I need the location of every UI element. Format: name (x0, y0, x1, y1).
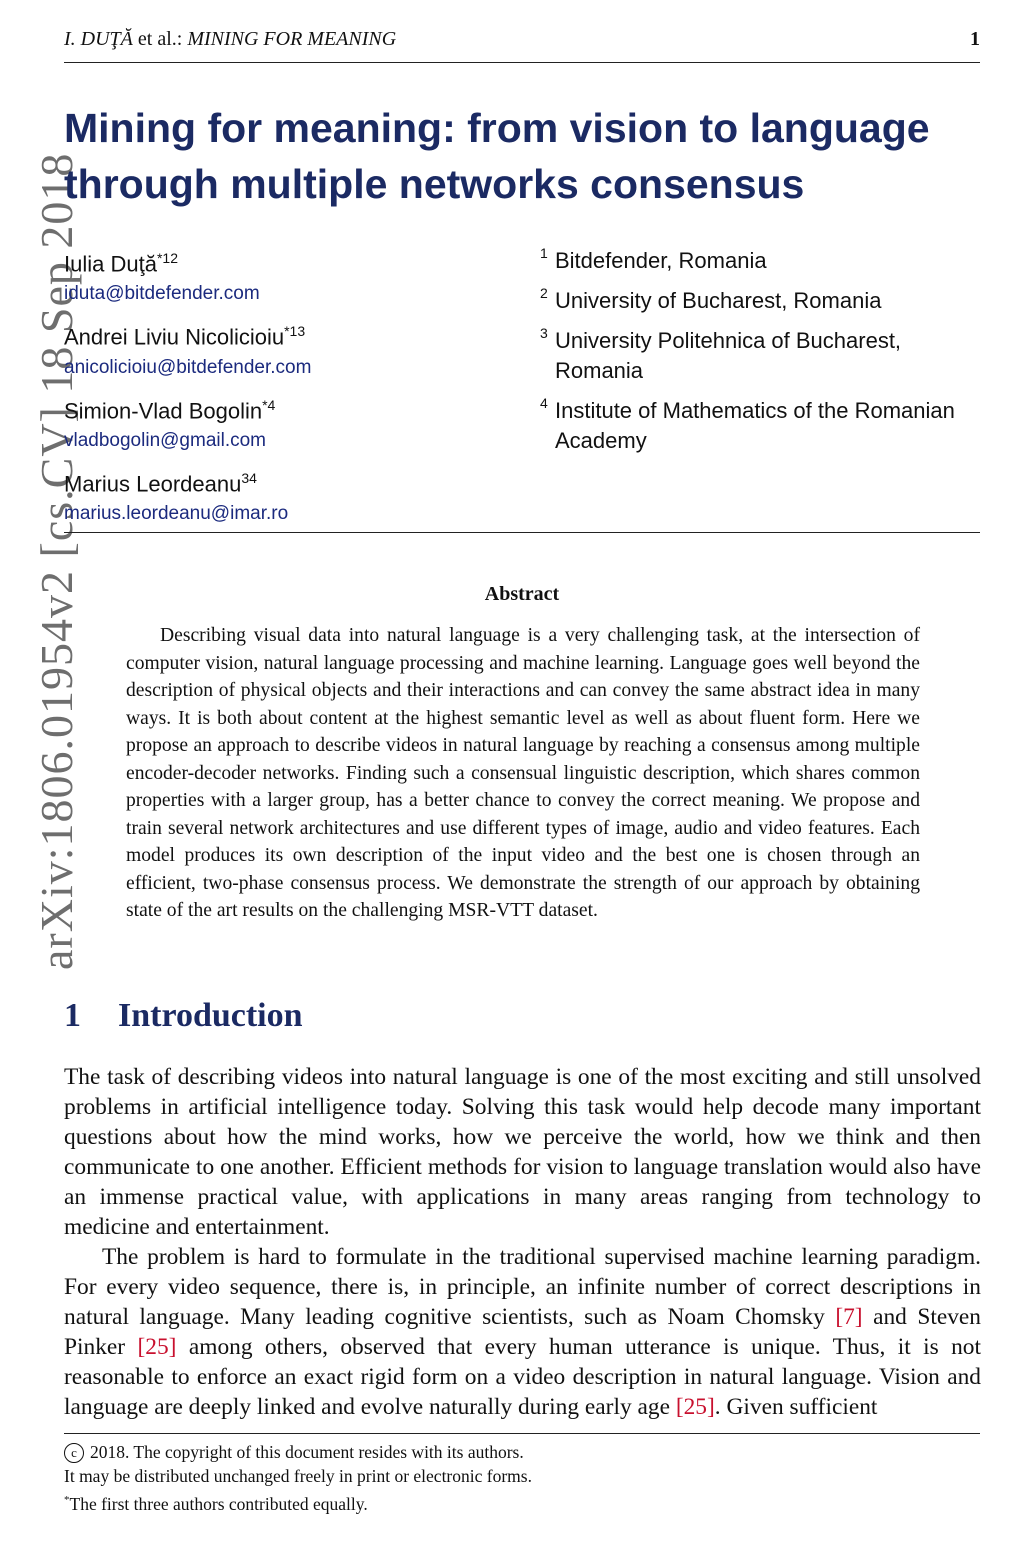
footnote-divider (64, 1433, 980, 1434)
abstract-text: Describing visual data into natural language is a very challenging task, at the intersection of computer vision, natural language processing and machine learning. Language goes well beyond the description of physical objects and their interactions and can convey the same abstract idea in many ways. It is both about content at the highest semantic level as well as about fluent form. Here we propose an approach to describe videos in natural language by reaching a consensus among multiple encoder-decoder networks. Finding such a consensual linguistic description, which shares common properties with a larger group, has a better chance to convey the correct meaning. We propose and train several network architectures and use different types of image, audio and video features. Each model produces its own description of the input video and the best one is chosen through an efficient, two-phase consensus process. We demonstrate the strength of our approach by obtaining state of the art results on the challenging MSR-VTT dataset. (126, 625, 920, 921)
divider (64, 532, 980, 533)
page-number: 1 (970, 28, 980, 50)
equal-contribution-note: *The first three authors contributed equally. (64, 1493, 368, 1514)
author-name: Simion-Vlad Bogolin$^{*4}$ (64, 396, 276, 423)
affiliation-list (540, 246, 980, 466)
running-header (64, 28, 980, 63)
affiliation: 1 Bitdefender, Romania (540, 245, 767, 273)
abstract-heading: Abstract (484, 583, 560, 605)
introduction-body (64, 1062, 981, 1422)
citation-link[interactable]: [25] (675, 1394, 715, 1420)
copyright-note: c 2018. The copyright of this document resides with its authors. (64, 1440, 964, 1464)
citation-link[interactable]: [25] (137, 1334, 177, 1360)
author-email-link[interactable]: vladbogolin@gmail.com (64, 429, 266, 451)
header-etal: et al.: (137, 28, 183, 50)
author-email-link[interactable]: anicolicioiu@bitdefender.com (64, 356, 312, 378)
affiliation: 2 University of Bucharest, Romania (540, 285, 882, 313)
copyright-icon: c (64, 1443, 84, 1463)
section-number: 1 (64, 997, 81, 1034)
citation-link[interactable]: [7] (835, 1304, 863, 1330)
section-heading (64, 997, 303, 1035)
section-title: Introduction (118, 997, 303, 1034)
author-name: Andrei Liviu Nicolicioiu$^{*13}$ (64, 323, 306, 350)
paper-title: Mining for meaning: from vision to language through multiple networks consensus (64, 105, 930, 207)
distribution-note: It may be distributed unchanged freely in print or electronic forms. (64, 1466, 532, 1486)
author-email-link[interactable]: iduta@bitdefender.com (64, 283, 260, 305)
arxiv-stamp: arXiv:1806.01954v2 [cs.CV] 18 Sep 2018 (31, 152, 82, 970)
footnotes (64, 1440, 964, 1516)
paragraph: The task of describing videos into natural language is one of the most exciting and still unsolved problems in artificial intelligence today. Solving this task would help decode many important questions about how the mind works, how we perceive the world, how we think and then communicate to one another. Efficient methods for vision to language translation would also have an immense practical value, with applications in many areas ranging from technology to medicine and entertainment. (64, 1064, 981, 1240)
affiliation: 3 University Politehnica of Bucharest, Romania (540, 325, 902, 383)
author-name: Marius Leordeanu$^{34}$ (64, 469, 257, 497)
paragraph: The problem is hard to formulate in the traditional supervised machine learning paradigm. For every video sequence, there is, in principle, an infinite number of correct descriptions in natural language. Many leading cognitive scientists, such as Noam Chomsky [7] and Steven Pinker [25] among others, observed that every human utterance is unique. Thus, it is not reasonable to enforce an exact rigid form on a video description in natural language. Vision and language are deeply linked and evolve naturally during early age [25]. Given sufficient (64, 1244, 981, 1420)
author-list (64, 244, 524, 537)
author-name: Iulia Duţă$^{*12}$ (64, 250, 178, 277)
affiliation: 4 Institute of Mathematics of the Romanian Academy (540, 395, 955, 453)
running-title (64, 28, 396, 51)
header-author: I. DUŢĂ (64, 28, 133, 50)
header-short-title: MINING FOR MEANING (187, 28, 397, 50)
author-email-link[interactable]: marius.leordeanu@imar.ro (64, 503, 289, 525)
